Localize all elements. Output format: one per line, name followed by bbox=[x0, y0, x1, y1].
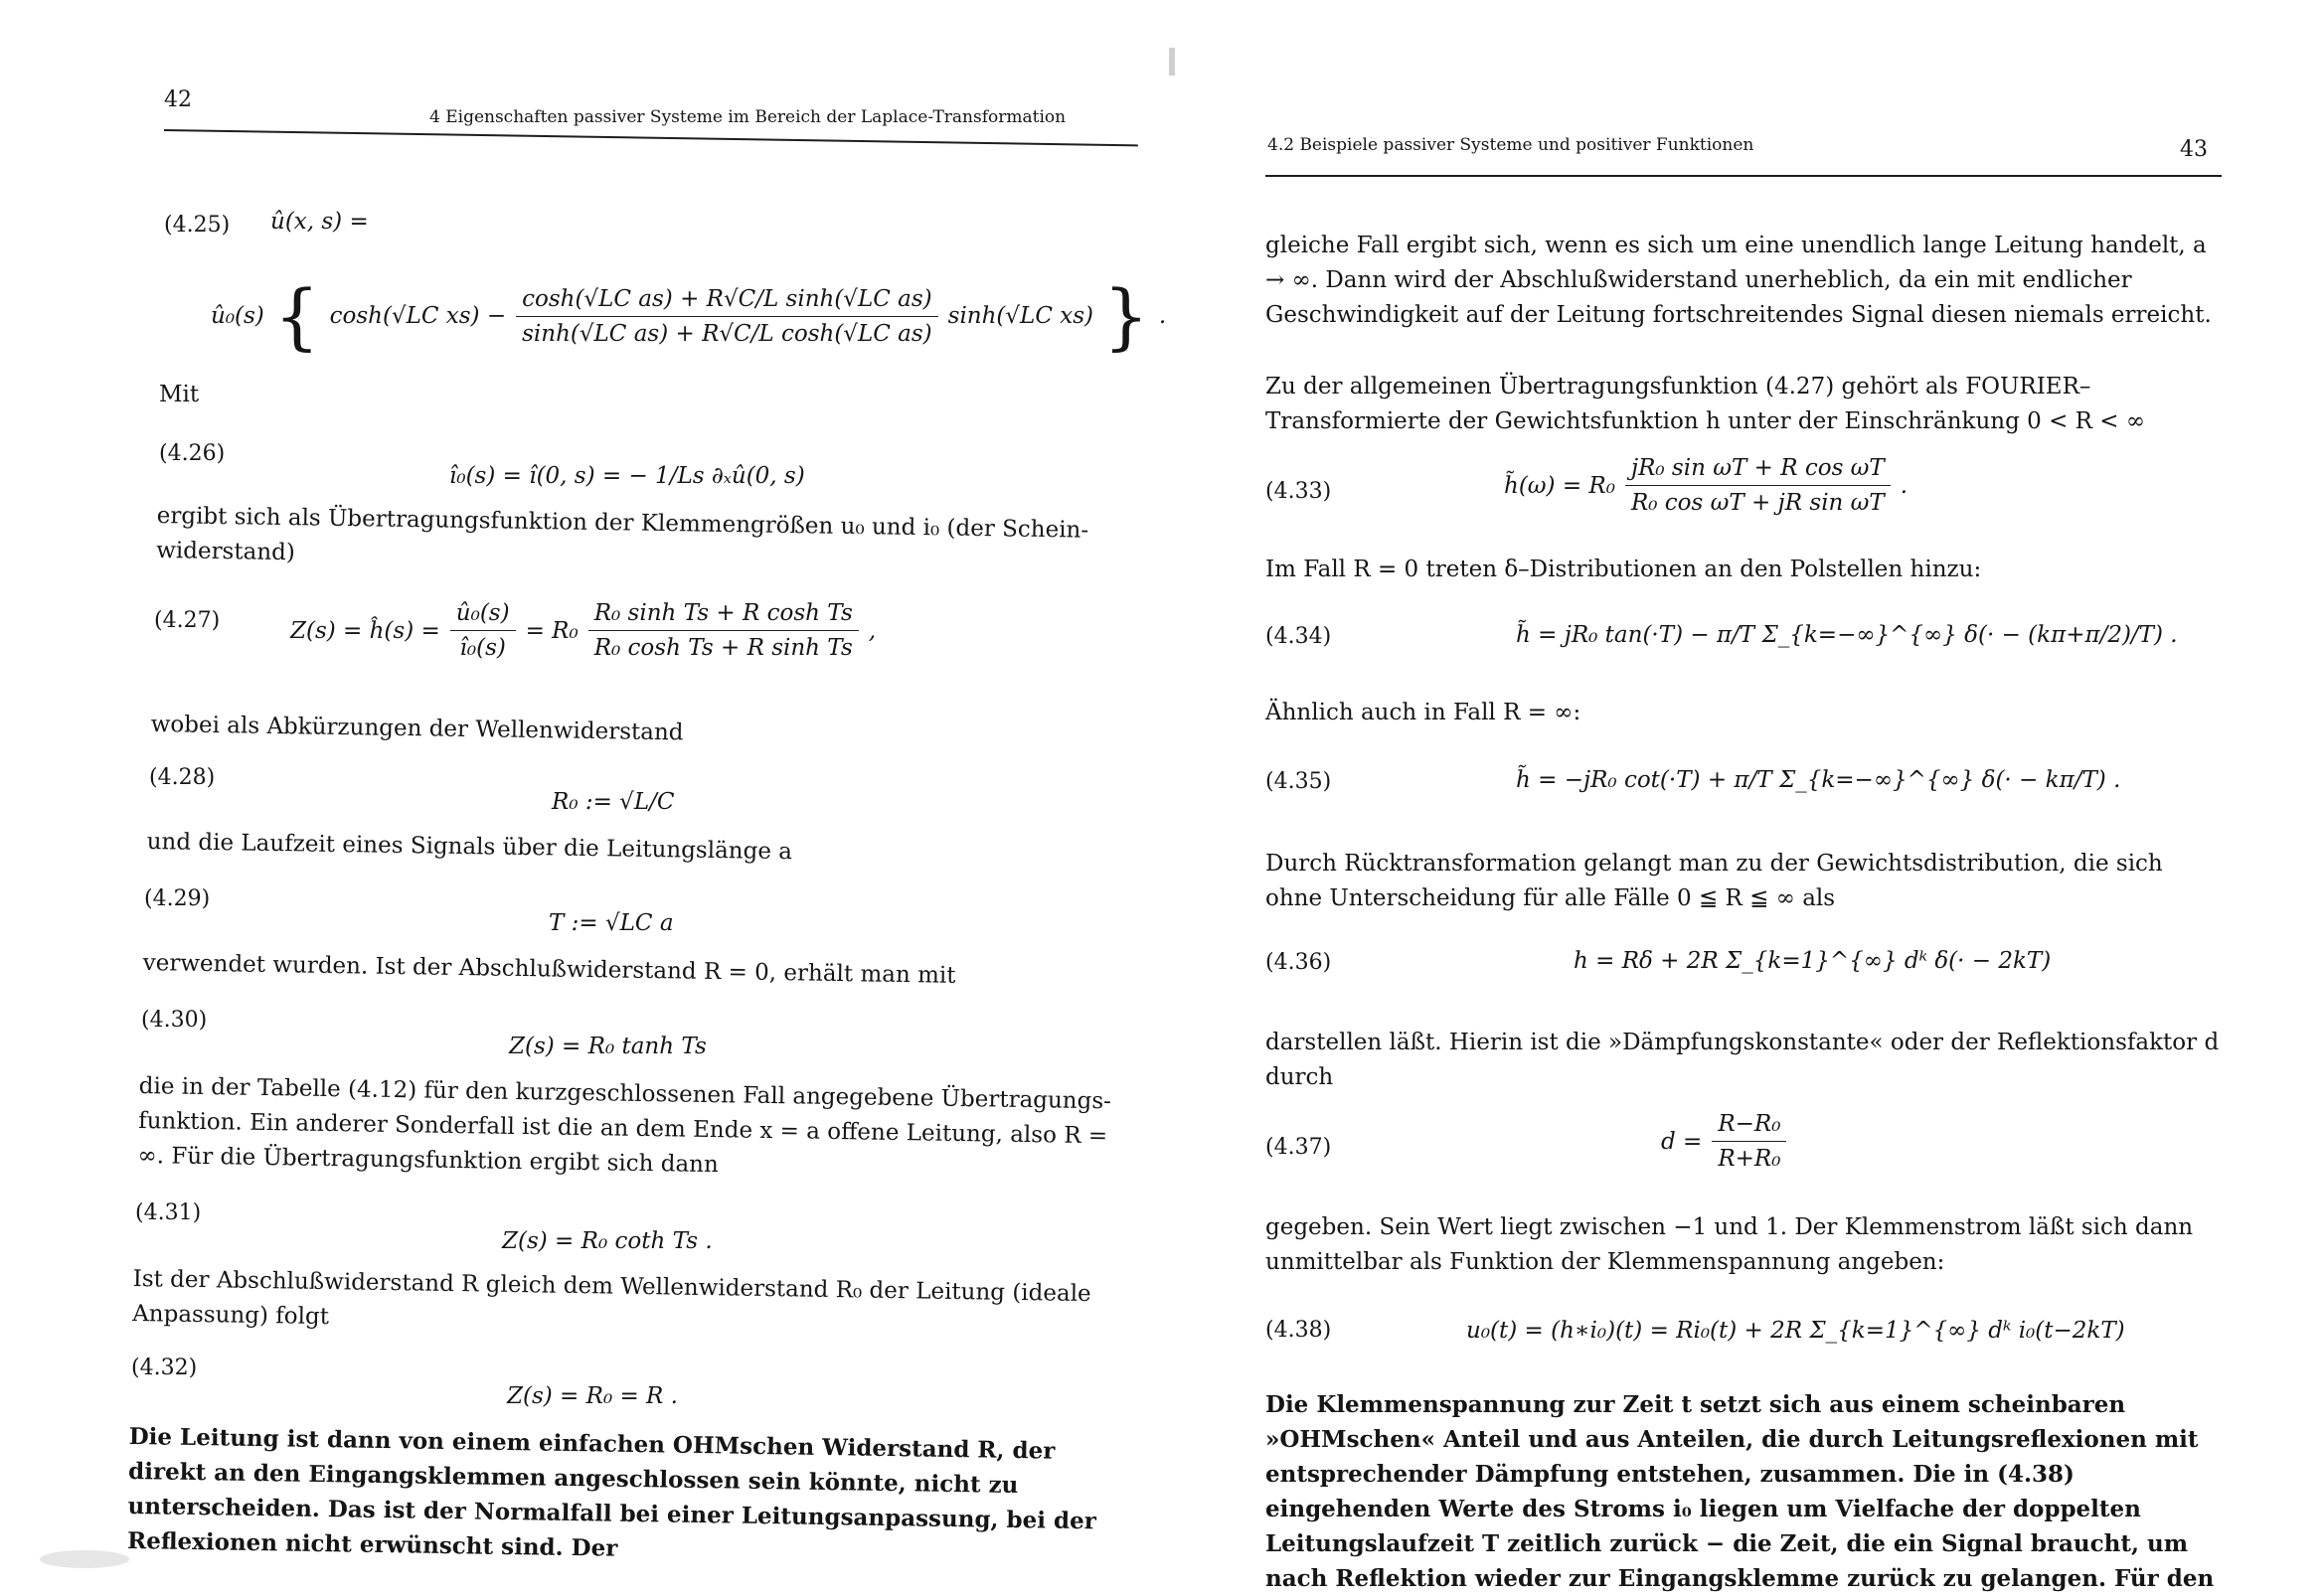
eq-label: (4.36) bbox=[1265, 950, 1332, 975]
eq-label: (4.32) bbox=[131, 1356, 198, 1380]
paragraph: wobei als Abkürzungen der Wellenwiderstand bbox=[150, 711, 684, 746]
fraction-denominator: sinh(√LC as) + R√C/L cosh(√LC as) bbox=[522, 320, 932, 347]
paragraph: Ist der Abschlußwiderstand R gleich dem Wellenwiderstand R₀ der Leitung (ideale Anpassung) folgt bbox=[131, 1265, 1091, 1331]
eq-4-31: Z(s) = R₀ coth Ts . bbox=[502, 1228, 713, 1254]
eq-4-27-lhs: Z(s) = ĥ(s) = bbox=[290, 617, 440, 644]
paragraph: gleiche Fall ergibt sich, wenn es sich um eine unendlich lange Leitung handelt, a → ∞. Dann wird der Abschlußwiderstand unerheblich, da ein mit endlicher Geschwindigkeit auf der Leitung fortschreitendes Signal diesen niemals erreicht. bbox=[1265, 233, 2212, 328]
header-rule bbox=[164, 129, 1138, 146]
paragraph: ergibt sich als Übertragungsfunktion der Klemmengrößen u₀ und i₀ (der Scheinwiderstand) bbox=[155, 502, 1089, 566]
eq-label: (4.26) bbox=[159, 441, 226, 466]
right-page bbox=[1162, 0, 2324, 1592]
fraction-numerator: R₀ sinh Ts + R cosh Ts bbox=[588, 600, 859, 631]
paragraph: Die Leitung ist dann von einem einfachen OHMschen Widerstand R, der direkt an den Eingangsklemmen angeschlossen sein könnte, nicht zu unterscheiden. Das ist der Normalfall bei einer Leitungsanpassung, bei der Reflexionen nicht erwünscht sind. Der bbox=[126, 1422, 1097, 1562]
fraction-denominator: R₀ cosh Ts + R sinh Ts bbox=[593, 635, 853, 661]
eq-4-28: R₀ := √L/C bbox=[552, 789, 675, 815]
eq-4-37 bbox=[1661, 1111, 1786, 1172]
eq-label: (4.28) bbox=[149, 765, 216, 790]
open-brace: { bbox=[273, 274, 320, 358]
fraction-numerator: û₀(s) bbox=[450, 600, 516, 631]
eq-4-25-lhs: û(x, s) = bbox=[270, 209, 369, 235]
eq-4-25-tail: sinh(√LC xs) bbox=[947, 303, 1093, 329]
fraction-numerator: R−R₀ bbox=[1712, 1111, 1786, 1142]
eq-4-25-prefix: û₀(s) bbox=[211, 303, 264, 329]
paragraph: gegeben. Sein Wert liegt zwischen −1 und 1. Der Klemmenstrom läßt sich dann unmittelbar als Funktion der Klemmenspannung angeben: bbox=[1265, 1214, 2194, 1275]
eq-4-25: û₀(s) { cosh(√LC xs) − $\frac{\text{cosh(√LC as) + R√C/L sinh(√LC as)}}{\text{sinh(√LC as) + R√C/L cosh(√LC as)}}$ sinh(√LC xs) } . bbox=[211, 274, 1167, 358]
eq-4-27-fraction bbox=[450, 600, 516, 661]
paragraph: und die Laufzeit eines Signals über die Leitungslänge a bbox=[146, 828, 793, 866]
eq-label: (4.30) bbox=[141, 1008, 208, 1033]
fraction-denominator: R₀ cos ωT + jR sin ωT bbox=[1630, 490, 1885, 516]
eq-4-30: Z(s) = R₀ tanh Ts bbox=[509, 1034, 707, 1059]
eq-4-35: h̃ = −jR₀ cot(·T) + π/T Σ_{k=−∞}^{∞} δ(· − kπ/T) . bbox=[1516, 767, 2121, 793]
eq-4-33-fraction bbox=[1625, 455, 1891, 516]
fraction-numerator: jR₀ sin ωT + R cos ωT bbox=[1625, 455, 1891, 486]
header-rule bbox=[1265, 175, 2222, 177]
eq-4-27-fraction bbox=[588, 600, 859, 661]
fraction-denominator: R+R₀ bbox=[1718, 1146, 1781, 1172]
eq-label: (4.27) bbox=[154, 608, 221, 633]
eq-4-37-fraction bbox=[1712, 1111, 1786, 1172]
eq-label: (4.31) bbox=[135, 1200, 202, 1225]
eq-4-27: Z(s) = ĥ(s) = $\frac{\text{û₀(s)}}{\text{î₀(s)}}$ = R₀ $\frac{\text{R₀ sinh Ts + R cosh Ts}}{\text{R₀ cosh Ts + R sinh Ts}}$ , bbox=[290, 600, 877, 661]
paragraph: verwendet wurden. Ist der Abschlußwiderstand R = 0, erhält man mit bbox=[142, 949, 956, 989]
eq-4-26: î₀(s) = î(0, s) = − 1/Ls ∂ₓû(0, s) bbox=[449, 463, 805, 489]
page-number: 43 bbox=[2180, 137, 2208, 162]
eq-label: (4.37) bbox=[1265, 1135, 1332, 1160]
eq-4-33: h̃(ω) = R₀ $\frac{\text{jR₀ sin ωT + R cos ωT}}{\text{R₀ cos ωT + jR sin ωT}}$ . bbox=[1504, 455, 1909, 516]
eq-4-34: h̃ = jR₀ tan(·T) − π/T Σ_{k=−∞}^{∞} δ(· − (kπ+π/2)/T) . bbox=[1516, 622, 2178, 648]
eq-label: (4.35) bbox=[1265, 769, 1332, 794]
running-head: 4 Eigenschaften passiver Systeme im Bereich der Laplace-Transformation bbox=[429, 107, 1067, 127]
eq-label: (4.34) bbox=[1265, 624, 1332, 649]
close-brace: } bbox=[1103, 274, 1149, 358]
eq-4-27-mid: = R₀ bbox=[525, 617, 579, 644]
paragraph: Ähnlich auch in Fall R = ∞: bbox=[1265, 700, 1581, 725]
eq-4-36: h = Rδ + 2R Σ_{k=1}^{∞} dᵏ δ(· − 2kT) bbox=[1574, 948, 2052, 974]
paragraph: Die Klemmenspannung zur Zeit t setzt sich aus einem scheinbaren »OHMschen« Anteil und aus Anteilen, die durch Leitungsreflexionen mit entsprechender Dämpfung entstehen, zusammen. Die in (4.38) eingehenden Werte des Stroms i₀ liegen um Vielfache der doppelten Leitungslaufzeit T zeitlich zurück − die Zeit, die ein Signal braucht, um nach Reflektion wieder zur Eingangsklemme zurück zu gelangen. Für den bbox=[1265, 1391, 2215, 1592]
paragraph: Im Fall R = 0 treten δ–Distributionen an den Polstellen hinzu: bbox=[1265, 557, 1982, 582]
eq-label: (4.38) bbox=[1265, 1318, 1332, 1343]
paragraph: darstellen läßt. Hierin ist die »Dämpfungskonstante« oder der Reflektionsfaktor d durch bbox=[1265, 1030, 2220, 1090]
eq-4-33-lhs: h̃(ω) = R₀ bbox=[1504, 472, 1615, 499]
paragraph: Durch Rücktransformation gelangt man zu der Gewichtsdistribution, die sich ohne Unterscheidung für alle Fälle 0 ≦ R ≦ ∞ als bbox=[1265, 851, 2163, 911]
eq-label: (4.29) bbox=[144, 886, 211, 911]
fraction-numerator: cosh(√LC as) + R√C/L sinh(√LC as) bbox=[516, 286, 938, 317]
paragraph-mit: Mit bbox=[159, 382, 200, 407]
page-number: 42 bbox=[164, 87, 192, 112]
eq-4-29: T := √LC a bbox=[549, 910, 674, 936]
paragraph: Zu der allgemeinen Übertragungsfunktion (4.27) gehört als FOURIER–Transformierte der Gewichtsfunktion h unter der Einschränkung 0 < R < ∞ bbox=[1265, 374, 2146, 434]
running-head: 4.2 Beispiele passiver Systeme und positiver Funktionen bbox=[1267, 135, 1754, 155]
paragraph: die in der Tabelle (4.12) für den kurzgeschlossenen Fall angegebene Übertragungsfunktion. Ein anderer Sonderfall ist die an dem Ende x = a offene Leitung, also R = ∞. Für die Übertragungsfunktion ergibt sich dann bbox=[137, 1072, 1112, 1179]
eq-4-25-fraction bbox=[516, 286, 938, 347]
fraction-denominator: î₀(s) bbox=[459, 635, 506, 661]
eq-4-37-lhs: d = bbox=[1661, 1128, 1703, 1155]
eq-label: (4.33) bbox=[1265, 479, 1332, 504]
eq-label: (4.25) bbox=[164, 213, 231, 238]
eq-4-32: Z(s) = R₀ = R . bbox=[507, 1383, 678, 1409]
eq-4-38: u₀(t) = (h∗i₀)(t) = Ri₀(t) + 2R Σ_{k=1}^{∞} dᵏ i₀(t−2kT) bbox=[1466, 1318, 2125, 1344]
eq-4-25-term1: cosh(√LC xs) − bbox=[329, 303, 507, 329]
left-page bbox=[0, 0, 1167, 1577]
